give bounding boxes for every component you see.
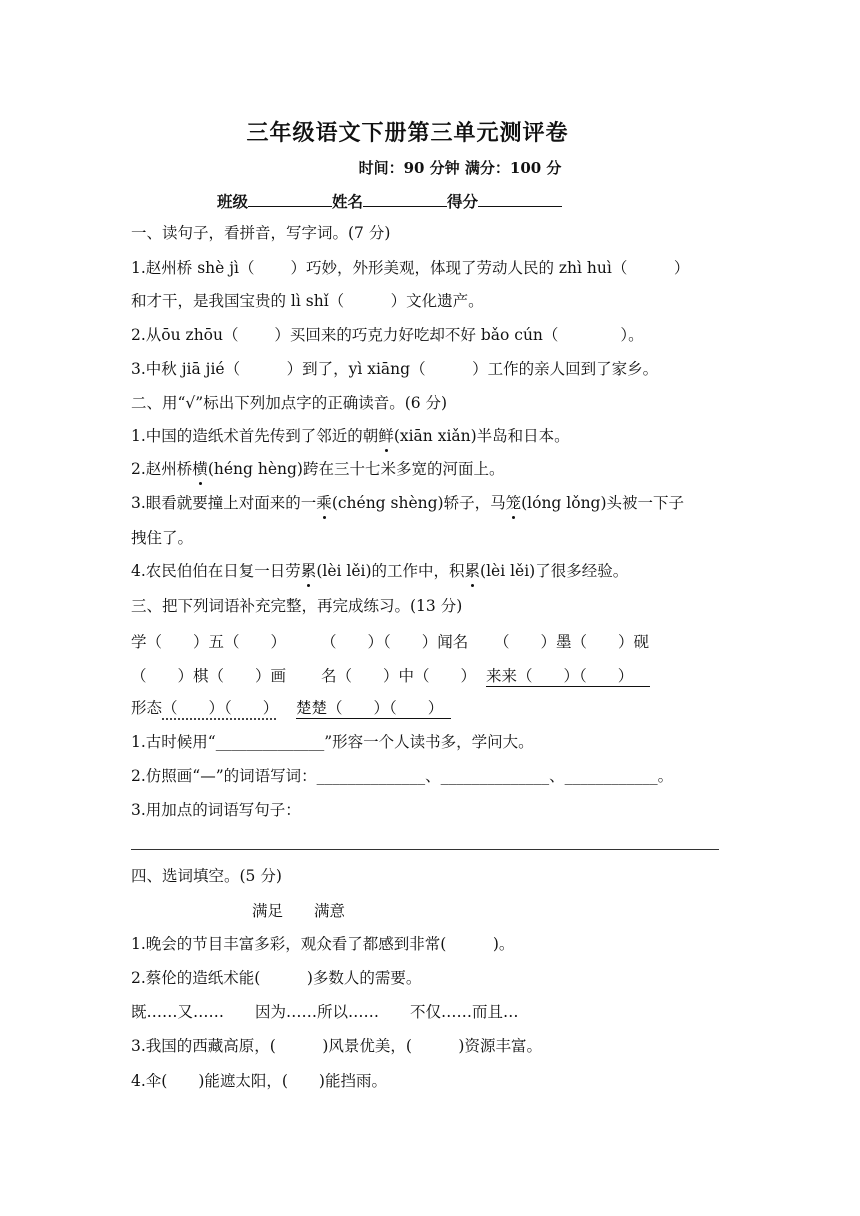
section3-question2: 2.仿照画“—”的词语写词：______________、______________、____________。 [131, 767, 674, 785]
section2-heading: 二、用“√”标出下列加点字的正确读音。(6 分) [131, 394, 448, 412]
section4-question1: 1.晚会的节目丰富多彩，观众看了都感到非常( )。 [131, 935, 515, 953]
q-text: 1.中国的造纸术首先传到了邻近的朝 [131, 427, 379, 445]
idiom-item-underlined [486, 664, 650, 687]
section4-question3: 3.我国的西藏高原，( )风景优美，( )资源丰富。 [131, 1037, 542, 1055]
section3-question3: 3.用加点的词语写句子： [131, 801, 301, 819]
section4-heading: 四、选词填空。(5 分) [131, 867, 282, 885]
idiom-item [131, 696, 278, 718]
section1-question2: 2.从ōu zhōu（ ）买回来的巧克力好吃却不好 bǎo cún（ ）。 [131, 326, 644, 344]
conjunction-choices: 既……又…… 因为……所以…… 不仅……而且… [131, 1003, 519, 1021]
idiom-item: （ ）墨（ ）砚 [494, 633, 650, 651]
answer-line [131, 849, 719, 850]
q-text: (chéng shèng)轿子，马 [331, 494, 506, 512]
score-blank [478, 192, 562, 207]
dotted-char: 乘 [316, 494, 332, 512]
section4-question4: 4.伞( )能遮太阳，( )能挡雨。 [131, 1072, 387, 1090]
idiom-item: 学（ ）五（ ） [131, 633, 287, 651]
q-text: (lèi lěi)的工作中，积 [316, 562, 465, 580]
section2-question3 [131, 493, 684, 513]
student-info [217, 190, 562, 212]
q-text: (lóng lǒng)头被一下子 [521, 494, 685, 512]
section2-question2 [131, 459, 504, 479]
exam-time-score: 时间：90 分钟 满分：100 分 [358, 159, 562, 177]
class-blank [248, 192, 332, 207]
idiom-item: （ ）棋（ ）画 [131, 667, 287, 685]
idiom-item: （ ）（ ）闻名 [321, 633, 469, 651]
idiom-item-underlined [296, 696, 451, 719]
idiom-item: 名（ ）中（ ） [321, 667, 477, 685]
section2-question4 [131, 561, 628, 581]
section2-question3b: 拽住了。 [131, 529, 194, 547]
class-label: 班级 [217, 192, 249, 211]
underlined-word: 楚楚（ ）（ ） [296, 696, 451, 719]
dotted-char: 累 [464, 562, 481, 580]
page-title: 三年级语文下册第三单元测评卷 [246, 120, 569, 146]
q-text: 4.农民伯伯在日复一日劳 [131, 562, 301, 580]
section4-question2: 2.蔡伦的造纸术能( )多数人的需要。 [131, 969, 422, 987]
idiom-text: 形态 [131, 699, 163, 717]
score-label: 得分 [447, 192, 479, 211]
name-label: 姓名 [332, 192, 364, 211]
name-blank [363, 192, 447, 207]
dotted-char: 累 [300, 562, 317, 580]
section1-question1b: 和才干，是我国宝贵的 lì shǐ（ ）文化遗产。 [131, 292, 484, 310]
q-text: (xiān xiǎn)半岛和日本。 [393, 427, 570, 445]
word-choices: 满足 满意 [252, 902, 346, 920]
underlined-word: 来来（ ）（ ） [486, 664, 650, 687]
section1-question3: 3.中秋 jiā jié（ ）到了，yì xiāng（ ）工作的亲人回到了家乡。 [131, 360, 659, 378]
section3-heading: 三、把下列词语补充完整，再完成练习。(13 分) [131, 597, 463, 615]
section1-question1a: 1.赵州桥 shè jì（ ）巧妙，外形美观，体现了劳动人民的 zhì huì（ ） [131, 259, 690, 277]
section2-question1 [131, 426, 570, 446]
q-text: (héng hèng)跨在三十七米多宽的河面上。 [207, 460, 505, 478]
q-text: 2.赵州桥 [131, 460, 193, 478]
dotted-char: 鲜 [378, 427, 394, 445]
section3-question1: 1.古时候用“______________”形容一个人读书多，学问大。 [131, 733, 534, 751]
dotted-char: 笼 [505, 494, 522, 512]
q-text: 3.眼看就要撞上对面来的一 [131, 494, 317, 512]
section1-heading: 一、读句子，看拼音，写字词。(7 分) [131, 224, 391, 242]
q-text: (lèi lěi)了很多经验。 [480, 562, 629, 580]
idiom-blanks-dotted: （ ）（ ） [162, 699, 279, 717]
dotted-char: 横 [192, 460, 208, 478]
